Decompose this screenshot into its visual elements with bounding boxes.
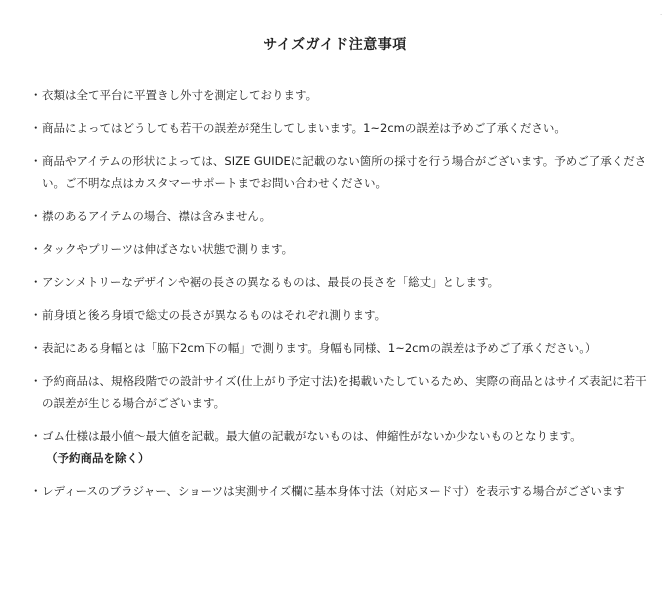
bullet-mark: ・	[30, 374, 42, 388]
note-text: 襟のあるアイテムの場合、襟は含みません。	[42, 209, 272, 223]
note-text: 商品やアイテムの形状によっては、SIZE GUIDEに記載のない箇所の採寸を行う場合がございます。予めご了承ください。ご不明な点はカスタマーサポートまでお問い合わせください。	[42, 154, 647, 190]
note-text: タックやプリーツは伸ばさない状態で測ります。	[42, 242, 294, 256]
note-item-8	[30, 337, 650, 359]
bullet-mark: ・	[30, 275, 42, 289]
note-text: アシンメトリーなデザインや裾の長さの異なるものは、最長の長さを「総丈」とします。	[42, 275, 500, 289]
note-item-6	[30, 271, 650, 293]
note-item-7	[30, 304, 650, 326]
notes-list	[30, 84, 650, 513]
bullet-mark: ・	[30, 429, 42, 443]
corner-mark: ·	[660, 12, 662, 19]
note-text: 衣類は全て平台に平置きし外寸を測定しております。	[42, 88, 318, 102]
note-item-11	[30, 480, 650, 502]
note-item-9	[30, 370, 650, 414]
bullet-mark: ・	[30, 121, 42, 135]
bullet-mark: ・	[30, 308, 42, 322]
note-item-5	[30, 238, 650, 260]
note-item-1	[30, 84, 650, 106]
note-item-10	[30, 425, 650, 469]
bullet-mark: ・	[30, 209, 42, 223]
note-text: 商品によってはどうしても若干の誤差が発生してしまいます。1~2cmの誤差は予めご了承ください。	[42, 121, 566, 135]
bullet-mark: ・	[30, 88, 42, 102]
note-item-4	[30, 205, 650, 227]
note-text: 予約商品は、規格段階での設計サイズ(仕上がり予定寸法)を掲載いたしているため、実際の商品とはサイズ表記に若干の誤差が生じる場合がございます。	[42, 374, 647, 410]
note-text: ゴム仕様は最小値～最大値を記載。最大値の記載がないものは、伸縮性がないか少ないものとなります。	[42, 429, 582, 443]
page-title: サイズガイド注意事項	[263, 37, 407, 53]
note-text: レディースのブラジャー、ショーツは実測サイズ欄に基本身体寸法（対応ヌード寸）を表示する場合がございます	[42, 484, 625, 498]
bullet-mark: ・	[30, 154, 42, 168]
note-item-3	[30, 150, 650, 194]
bullet-mark: ・	[30, 484, 42, 498]
note-item-2	[30, 117, 650, 139]
note-text: 表記にある身幅とは「脇下2cm下の幅」で測ります。身幅も同様、1~2cmの誤差は予めご了承ください。）	[42, 341, 597, 355]
bullet-mark: ・	[30, 242, 42, 256]
note-text: 前身頃と後ろ身頃で総丈の長さが異なるものはそれぞれ測ります。	[42, 308, 387, 322]
bullet-mark: ・	[30, 341, 42, 355]
note-extra-text: （予約商品を除く）	[46, 451, 150, 465]
